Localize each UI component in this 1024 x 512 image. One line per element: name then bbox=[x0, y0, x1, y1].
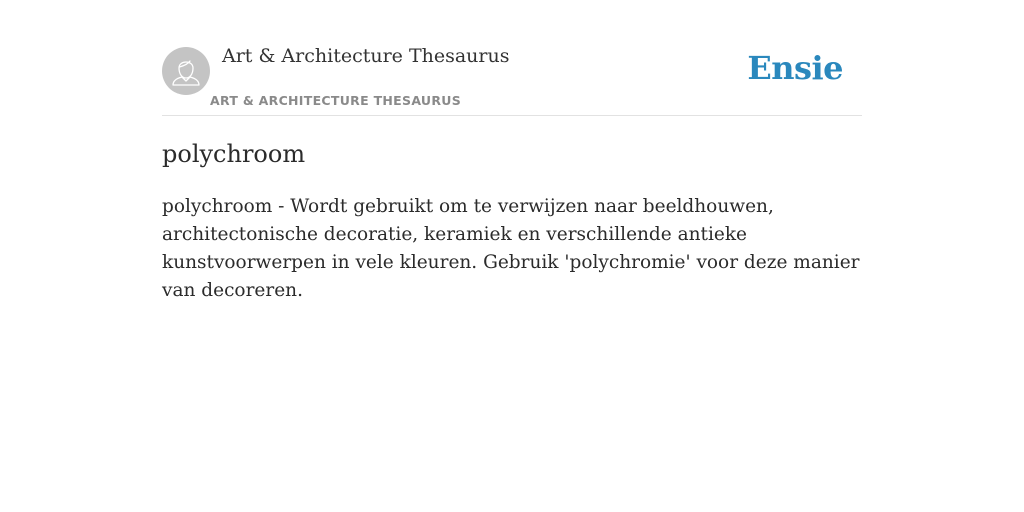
brand-logo[interactable]: Ensie bbox=[747, 49, 843, 87]
author-subtitle[interactable]: ART & ARCHITECTURE THESAURUS bbox=[210, 93, 462, 108]
entry-definition: polychroom - Wordt gebruikt om te verwijzen naar beeldhouwen, architectonische decoratie, keramiek en verschillende antieke kunstvoorwerpen in vele kleuren. Gebruik 'polychromie' voor deze manier van decoreren. bbox=[162, 196, 860, 301]
header bbox=[162, 0, 862, 116]
avatar[interactable] bbox=[162, 47, 210, 95]
entry-term: polychroom bbox=[162, 140, 306, 168]
page bbox=[162, 0, 862, 301]
author-name[interactable]: Art & Architecture Thesaurus bbox=[222, 45, 510, 67]
user-icon bbox=[162, 47, 210, 95]
